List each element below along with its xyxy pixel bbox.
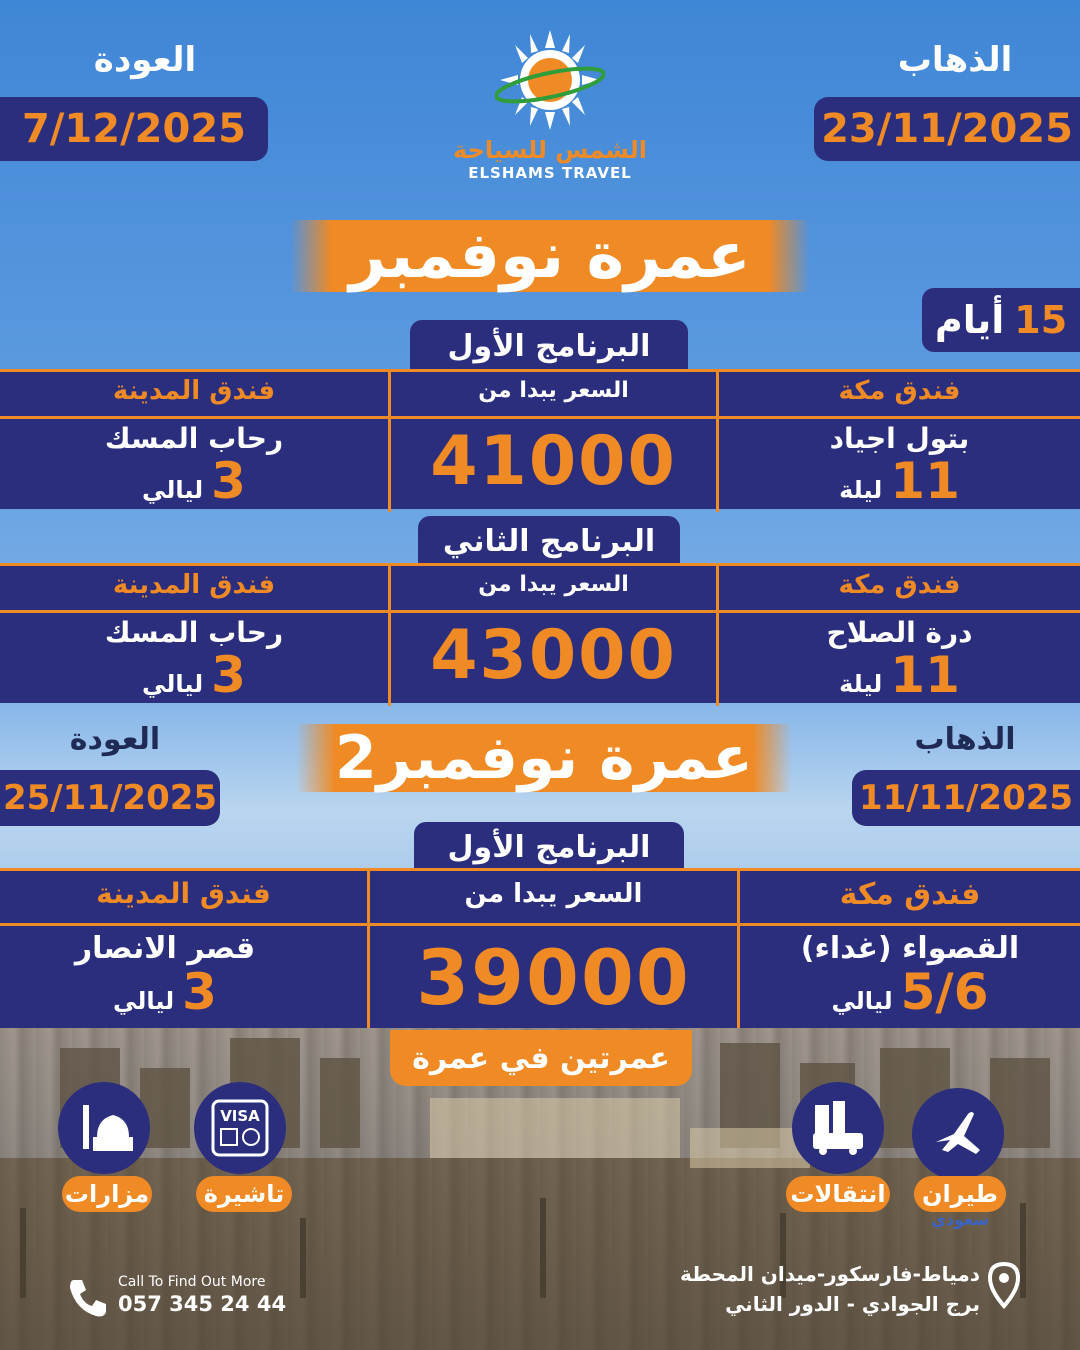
trip2-return-date: 25/11/2025 xyxy=(0,770,220,826)
location-pin-icon xyxy=(986,1262,1022,1314)
return-date: 7/12/2025 xyxy=(0,97,268,161)
address-line-1: دمياط-فارسكور-ميدان المحطة xyxy=(680,1262,980,1286)
madinah-hotel-name: رحاب المسك xyxy=(104,422,284,455)
madinah-nights xyxy=(0,646,388,704)
nights-word: ليالي xyxy=(142,476,204,504)
madinah-hotel-header: فندق المدينة xyxy=(96,877,271,910)
nights-word: ليلة xyxy=(839,476,883,504)
madinah-nights xyxy=(0,963,330,1021)
return-label: العودة xyxy=(93,40,197,80)
madinah-hotel-header: فندق المدينة xyxy=(112,570,276,600)
price-value: 43000 xyxy=(430,616,677,695)
visa-icon xyxy=(194,1082,286,1174)
depart-date: 23/11/2025 xyxy=(814,97,1080,161)
program2-title: البرنامج الثاني xyxy=(418,516,680,566)
makkah-hotel-name: القصواء (غداء) xyxy=(800,931,1020,966)
nights-word: ليالي xyxy=(831,987,893,1015)
program2-table xyxy=(0,563,1080,703)
makkah-hotel-header: فندق مكة xyxy=(838,570,961,600)
madinah-hotel-name: رحاب المسك xyxy=(104,616,284,649)
duration-word: أيام xyxy=(934,298,1005,342)
mosque-icon xyxy=(58,1082,150,1174)
makkah-hotel-name: درة الصلاح xyxy=(826,616,973,649)
service-flights: طيران xyxy=(914,1176,1006,1212)
nights-word: ليالي xyxy=(113,987,175,1015)
program3-title: البرنامج الأول xyxy=(414,822,684,872)
program1-title: البرنامج الأول xyxy=(410,320,688,372)
nights-word: ليالي xyxy=(142,670,204,698)
trip2-depart-date: 11/11/2025 xyxy=(852,770,1080,826)
nights-count: 3 xyxy=(211,646,246,704)
phone-number[interactable]: 057 345 24 44 xyxy=(118,1292,287,1316)
airplane-icon xyxy=(912,1088,1004,1180)
divider xyxy=(0,416,1080,419)
madinah-hotel-header: فندق المدينة xyxy=(112,376,276,406)
duration-badge xyxy=(922,288,1080,352)
price-header: السعر يبدا من xyxy=(464,879,643,909)
service-flights-sub: سعودي xyxy=(931,1210,989,1229)
makkah-nights xyxy=(740,963,1080,1021)
duration-number: 15 xyxy=(1014,298,1068,342)
bus-icon xyxy=(792,1082,884,1174)
price-value: 41000 xyxy=(430,422,677,501)
phone-icon xyxy=(66,1276,110,1324)
service-visits: مزارات xyxy=(62,1176,152,1212)
makkah-nights xyxy=(719,452,1080,510)
price-header: السعر يبدا من xyxy=(478,378,629,403)
makkah-hotel-header: فندق مكة xyxy=(839,877,981,912)
divider xyxy=(0,923,1080,926)
price-value: 39000 xyxy=(416,933,691,1022)
service-visa: تاشيرة xyxy=(196,1176,292,1212)
madinah-nights xyxy=(0,452,388,510)
price-header: السعر يبدا من xyxy=(478,572,629,597)
call-to-action: Call To Find Out More xyxy=(118,1274,266,1290)
nights-count: 3 xyxy=(211,452,246,510)
nights-count: 11 xyxy=(890,646,960,704)
brand-name-ar: الشمس للسياحة xyxy=(453,136,647,164)
nights-count: 3 xyxy=(182,963,217,1021)
makkah-hotel-header: فندق مكة xyxy=(838,376,961,406)
makkah-nights xyxy=(719,646,1080,704)
sun-logo-icon xyxy=(495,30,605,130)
brand-name-en: ELSHAMS TRAVEL xyxy=(468,164,632,182)
visa-label: VISA xyxy=(220,1107,260,1125)
tagline-banner: عمرتين في عمرة xyxy=(390,1030,692,1086)
trip1-title-banner: عمرة نوفمبر xyxy=(290,220,810,292)
program1-table xyxy=(0,369,1080,509)
trip2-return-label: العودة xyxy=(69,722,161,757)
nights-count: 11 xyxy=(890,452,960,510)
madinah-hotel-name: قصر الانصار xyxy=(74,931,256,966)
nights-count: 5/6 xyxy=(900,963,989,1021)
makkah-hotel-name: بتول اجياد xyxy=(829,422,970,455)
trip2-title-banner: عمرة نوفمبر2 xyxy=(296,724,792,792)
divider xyxy=(0,610,1080,613)
nights-word: ليلة xyxy=(839,670,883,698)
program3-table xyxy=(0,868,1080,1028)
service-transfers: انتقالات xyxy=(786,1176,890,1212)
depart-label: الذهاب xyxy=(897,40,1013,80)
trip2-depart-label: الذهاب xyxy=(914,722,1016,757)
address-line-2: برج الجوادي - الدور الثاني xyxy=(725,1292,980,1316)
